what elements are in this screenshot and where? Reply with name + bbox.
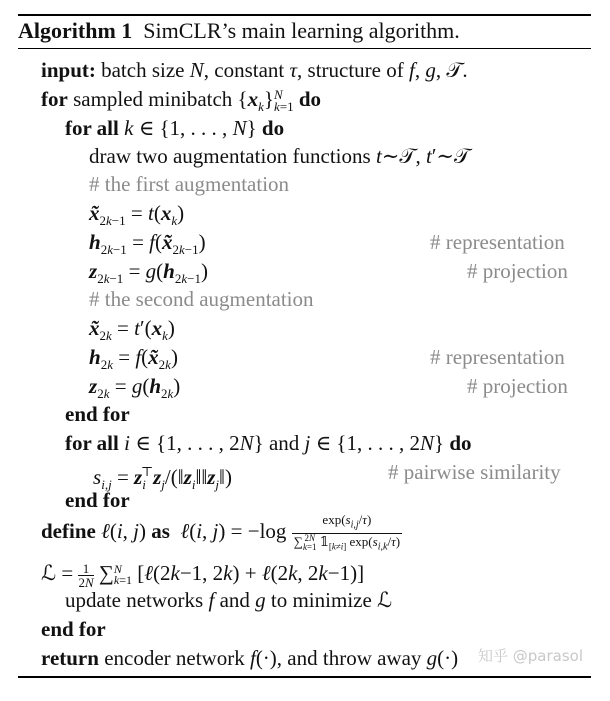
as-keyword: as xyxy=(151,518,170,543)
do-keyword: do xyxy=(298,87,322,111)
total-loss-line: ℒ = $\frac{1}{2N}$ ∑ N k=1 [ℓ(2k−1, 2k) + ℓ(2k, 2k−1)] xyxy=(41,560,365,590)
update-networks-line: update networks f and g to minimize ℒ xyxy=(65,588,393,612)
x-tilde-2k-1-line: $x̃_{2k-1} = t(x_k)$ xyxy=(89,201,185,229)
z-2k-1-line: $z_{2k-1} = g(h_{2k-1})$ xyxy=(89,259,208,287)
comment-projection: # projection xyxy=(467,259,568,283)
for-keyword: for xyxy=(41,87,68,111)
for-all-ij-line: for all i ∈ {1, . . . , 2N} and j ∈ {1, . . . , 2N} do xyxy=(65,431,472,455)
total-loss-fraction: $\frac{1}{2N}$ xyxy=(78,560,94,590)
define-loss-line: define ℓ(i, j) as ℓ(i, j) = −log $\exp(s_{i,j}/\tau)$ ∑ 2N k=1 $𝟙_{[k\ne i]}$ $\exp(s_{i,k}/\tau)$ xyxy=(41,512,401,553)
end-for-outer: end for xyxy=(41,617,106,641)
algorithm-caption xyxy=(18,17,460,45)
comment-second-augmentation: # the second augmentation xyxy=(89,287,314,311)
draw-augmentation-line: draw two augmentation functions t∼𝒯, t′∼𝒯 xyxy=(89,144,471,168)
x-tilde-2k-line: $x̃_{2k} = t'(x_k)$ xyxy=(89,316,175,344)
h-2k-line: $h_{2k}$ = $f(x̃_{2k})$ xyxy=(89,345,178,373)
return-keyword: return xyxy=(41,646,99,670)
z-2k-line: $z_{2k} = g(h_{2k})$ xyxy=(89,374,181,402)
h-2k-1-line: $h_{2k-1}$ = $f(x̃_{2k-1})$ xyxy=(89,230,206,258)
pairwise-similarity-line: $s_{i,j}$ = $z_i^⊤z_j/(‖z_i‖‖z_j‖)$ xyxy=(93,464,232,493)
comment-first-augmentation: # the first augmentation xyxy=(89,172,290,196)
input-line: input: batch size N, constant τ, structure of f, g, 𝒯. xyxy=(41,58,468,82)
end-for-inner-2: end for xyxy=(65,488,130,512)
for-minibatch-line: for sampled minibatch $\{x_k\}$ N k=1 do xyxy=(41,87,322,115)
caption-label: Algorithm 1 xyxy=(18,18,133,43)
comment-pairwise-similarity: # pairwise similarity xyxy=(388,460,561,484)
return-line: return encoder network f(·), and throw away g(·) xyxy=(41,646,459,670)
define-keyword: define xyxy=(41,518,96,543)
comment-representation-2: # representation xyxy=(430,345,565,369)
caption-rule xyxy=(18,48,591,49)
bottom-rule xyxy=(18,676,591,678)
caption-text: SimCLR’s main learning algorithm. xyxy=(143,18,460,43)
end-for-inner-1: end for xyxy=(65,402,130,426)
forall-keyword: for all xyxy=(65,116,119,140)
top-rule xyxy=(18,14,591,16)
comment-projection-2: # projection xyxy=(467,374,568,398)
for-all-k-line: for all k ∈ {1, . . . , N} do xyxy=(65,116,285,140)
loss-fraction: $\exp(s_{i,j}/\tau)$ ∑ 2N k=1 $𝟙_{[k\ne i]}$ $\exp(s_{i,k}/\tau)$ xyxy=(293,512,401,553)
comment-representation: # representation xyxy=(430,230,565,254)
watermark: 知乎 @parasol xyxy=(478,647,584,665)
input-keyword: input: xyxy=(41,58,96,82)
